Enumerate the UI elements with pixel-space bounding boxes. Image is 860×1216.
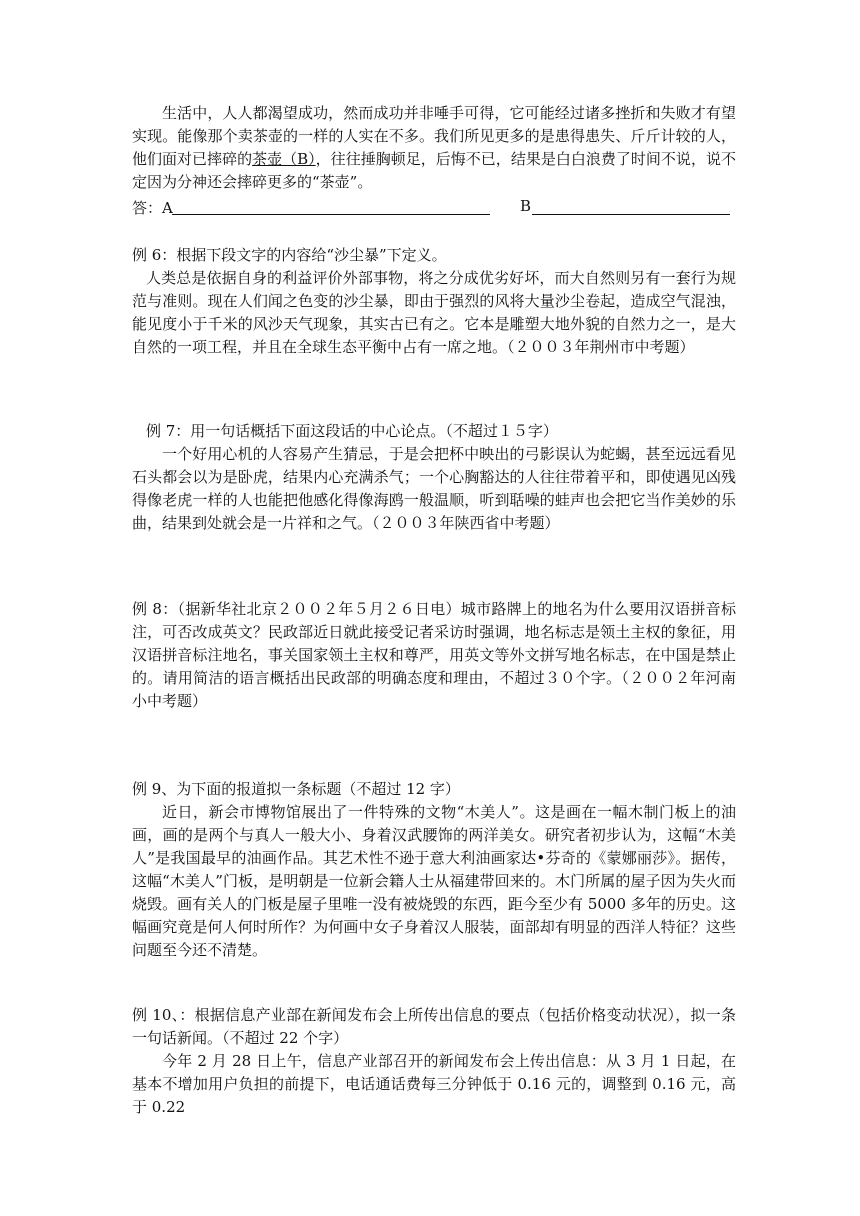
answer-label-a: 答：A [132, 199, 173, 217]
underlined-teapot-b: 茶壶（B） [252, 150, 316, 168]
intro-paragraph [132, 102, 736, 194]
answer-blank-b[interactable] [532, 214, 730, 215]
example-7-title: 例 7：用一句话概括下面这段话的中心论点。（不超过１５字） [146, 422, 558, 440]
intro-text-after: ，往往捶胸顿足，后悔不已，结果是白白浪费了时间不说，说不定因为分神还会摔碎更多的“茶壶”。 [132, 150, 736, 191]
example-7 [132, 420, 736, 535]
example-10-body: 今年 2 月 28 日上午，信息产业部召开的新闻发布会上传出信息：从 3 月 1 日起，在基本不增加用户负担的前提下，电话通话费每三分钟低于 0.16 元的，调整到 0.16 元，高于 0.22 [132, 1052, 736, 1116]
answer-label-b: B [520, 197, 532, 215]
intro-passage [132, 102, 736, 194]
intro-text-before: 生活中，人人都渴望成功，然而成功并非唾手可得，它可能经过诸多挫折和失败才有望实现。能像那个卖茶壶的一样的人实在不多。我们所见更多的是患得患失、斤斤计较的人，他们面对已摔碎的 [132, 104, 736, 168]
example-9 [132, 778, 736, 962]
answer-row [132, 197, 736, 219]
example-9-body: 近日，新会市博物馆展出了一件特殊的文物“木美人”。这是画在一幅木制门板上的油画，画的是两个与真人一般大小、身着汉武腰饰的两洋美女。研究者初步认为，这幅“木美人”是我国最早的油画作品。其艺术性不逊于意大利油画家达•芬奇的《蒙娜丽莎》。据传，这幅“木美人”门板，是明朝是一位新会籍人士从福建带回来的。木门所属的屋子因为失火而烧毁。画有关人的门板是屋子里唯一没有被烧毁的东西，距今至少有 5000 多年的历史。这幅画究竟是何人何时所作？为何画中女子身着汉人服装，面部却有明显的西洋人特征？这些问题至今还不清楚。 [132, 803, 736, 959]
example-8 [132, 598, 736, 713]
example-8-body: 例 8：（据新华社北京２００２年５月２６日电）城市路牌上的地名为什么要用汉语拼音标注，可否改成英文？民政部近日就此接受记者采访时强调，地名标志是领土主权的象征，用汉语拼音标注地名，事关国家领土主权和尊严，用英文等外文拼写地名标志，在中国是禁止的。请用简洁的语言概括出民政部的明确态度和理由，不超过３０个字。（２００２年河南小中考题） [132, 600, 736, 710]
example-6-title: 例 6：根据下段文字的内容给“沙尘暴”下定义。 [132, 246, 447, 264]
example-6-body: 人类总是依据自身的利益评价外部事物，将之分成优劣好坏，而大自然则另有一套行为规范与准则。现在人们闻之色变的沙尘暴，即由于强烈的风将大量沙尘卷起，造成空气混浊，能见度小于千米的风沙天气现象，其实古已有之。它本是雕塑大地外貌的自然力之一，是大自然的一项工程，并且在全球生态平衡中占有一席之地。（２００３年荆州市中考题） [132, 269, 736, 356]
example-9-title: 例 9、为下面的报道拟一条标题（不超过 12 字） [132, 780, 460, 798]
answer-blank-a[interactable] [172, 214, 490, 215]
example-10-title: 例 10、：根据信息产业部在新闻发布会上所传出信息的要点（包括价格变动状况），拟一条一句话新闻。（不超过 22 个字） [132, 1006, 736, 1047]
example-10 [132, 1004, 736, 1119]
example-6 [132, 244, 736, 359]
example-7-body: 一个好用心机的人容易产生猜忌，于是会把杯中映出的弓影误认为蛇蝎，甚至远远看见石头都会以为是卧虎，结果内心充满杀气；一个心胸豁达的人往往带着平和，即使遇见凶残得像老虎一样的人也能把他感化得像海鸥一般温顺，听到聒噪的蛙声也会把它当作美妙的乐曲，结果到处就会是一片祥和之气。（２００３年陕西省中考题） [132, 445, 736, 532]
